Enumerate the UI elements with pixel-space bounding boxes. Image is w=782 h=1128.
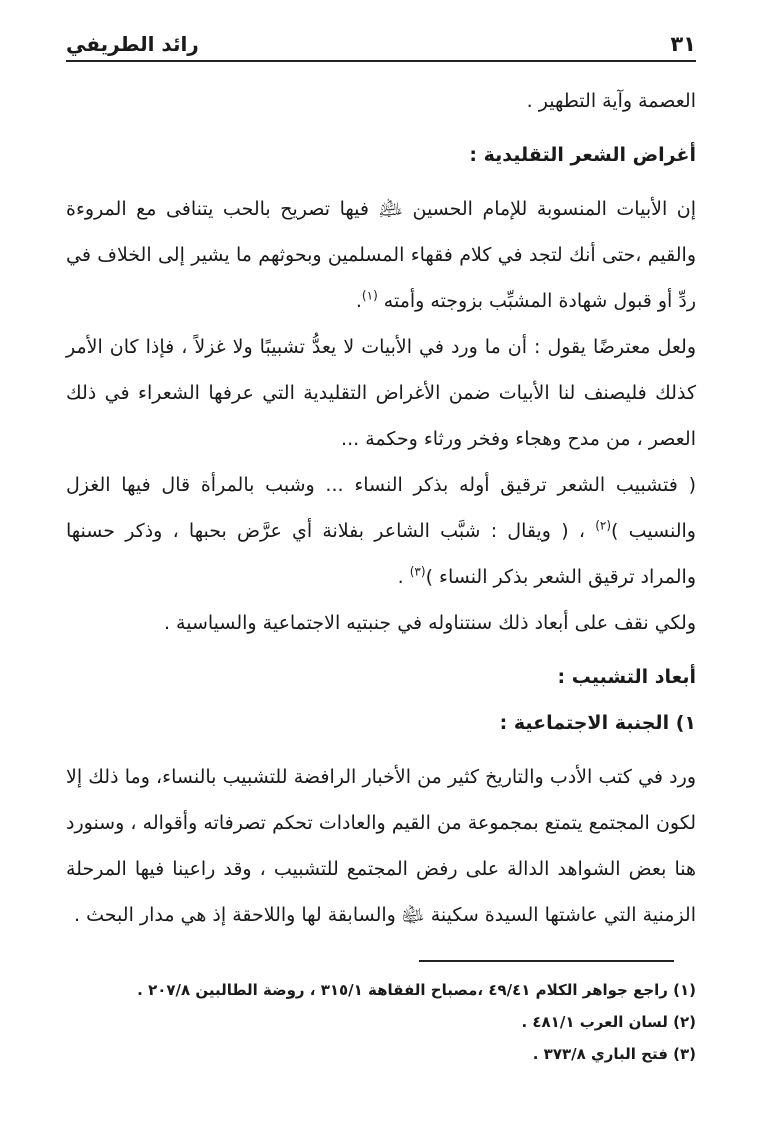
running-author: رائد الطريفي	[66, 32, 199, 56]
footnote-divider	[419, 960, 674, 962]
footnote: (٣) فتح الباري ٣٧٣/٨ .	[532, 1045, 696, 1063]
paragraph	[66, 462, 696, 600]
paragraph-text: إن الأبيات المنسوبة للإمام الحسين ﵇ فيها تصريح بالحب يتنافى مع المروءة والقيم ،حتى أنك لتجد في كلام فقهاء المسلمين وبحوثهم ما يشير إلى الخلاف في ردِّ أو قبول شهادة المشبِّب بزوجته وأمته	[66, 198, 696, 312]
quote-text: ، ( ويقال : شبَّب الشاعر بفلانة أي عرَّض بحبها ، وذكر حسنها والمراد ترقيق الشعر بذكر النساء )	[66, 520, 696, 588]
paragraph: ولعل معترضًا يقول : أن ما ورد في الأبيات لا يعدُّ تشبيبًا ولا غزلاً ، فإذا كان الأمر كذلك فليصنف لنا الأبيات ضمن الأغراض التقليدية التي عرفها الشعراء في ذلك العصر ، من مدح وهجاء وفخر ورثاء وحكمة ...	[66, 336, 696, 450]
footnotes	[90, 974, 696, 1070]
section-heading: أغراض الشعر التقليدية :	[469, 144, 696, 166]
footnote: (٢) لسان العرب ٤٨١/١ .	[521, 1013, 696, 1031]
subsection-heading: ١) الجنبة الاجتماعية :	[499, 712, 696, 734]
paragraph: ورد في كتب الأدب والتاريخ كثير من الأخبار الرافضة للتشبيب بالنساء، وما ذلك إلا لكون المجتمع يتمتع بمجموعة من القيم والعادات تحكم تصرفاته وأقواله ، وسنورد هنا بعض الشواهد الدالة على رفض المجتمع للتشبيب ، وقد راعينا فيها المرحلة الزمنية التي عاشتها السيدة سكينة ﵍ والسابقة لها واللاحقة إذ هي مدار البحث .	[66, 766, 696, 926]
page-body	[66, 78, 696, 938]
footnote: (١) راجع جواهر الكلام ٤٩/٤١ ،مصباح الفقاهة ٣١٥/١ ، روضة الطالبين ٢٠٧/٨ .	[137, 981, 696, 999]
paragraph	[66, 186, 696, 324]
page-number: ٣١	[670, 32, 696, 56]
paragraph-end: .	[355, 290, 362, 312]
paragraph: ولكي نقف على أبعاد ذلك سنتناوله في جنبتيه الاجتماعية والسياسية .	[163, 612, 696, 634]
quote-text: ( فتشبيب الشعر ترقيق أوله بذكر النساء ... وشبب بالمرأة قال فيها الغزل والنسيب )	[66, 474, 696, 542]
page-header	[66, 24, 696, 62]
footnote-ref: (٢)	[595, 518, 612, 533]
footnote-ref: (١)	[361, 288, 378, 303]
paragraph-end: .	[397, 566, 404, 588]
paragraph-continuation: العصمة وآية التطهير .	[526, 90, 696, 112]
section-heading: أبعاد التشبيب :	[557, 666, 696, 688]
footnote-ref: (٣)	[409, 564, 426, 579]
